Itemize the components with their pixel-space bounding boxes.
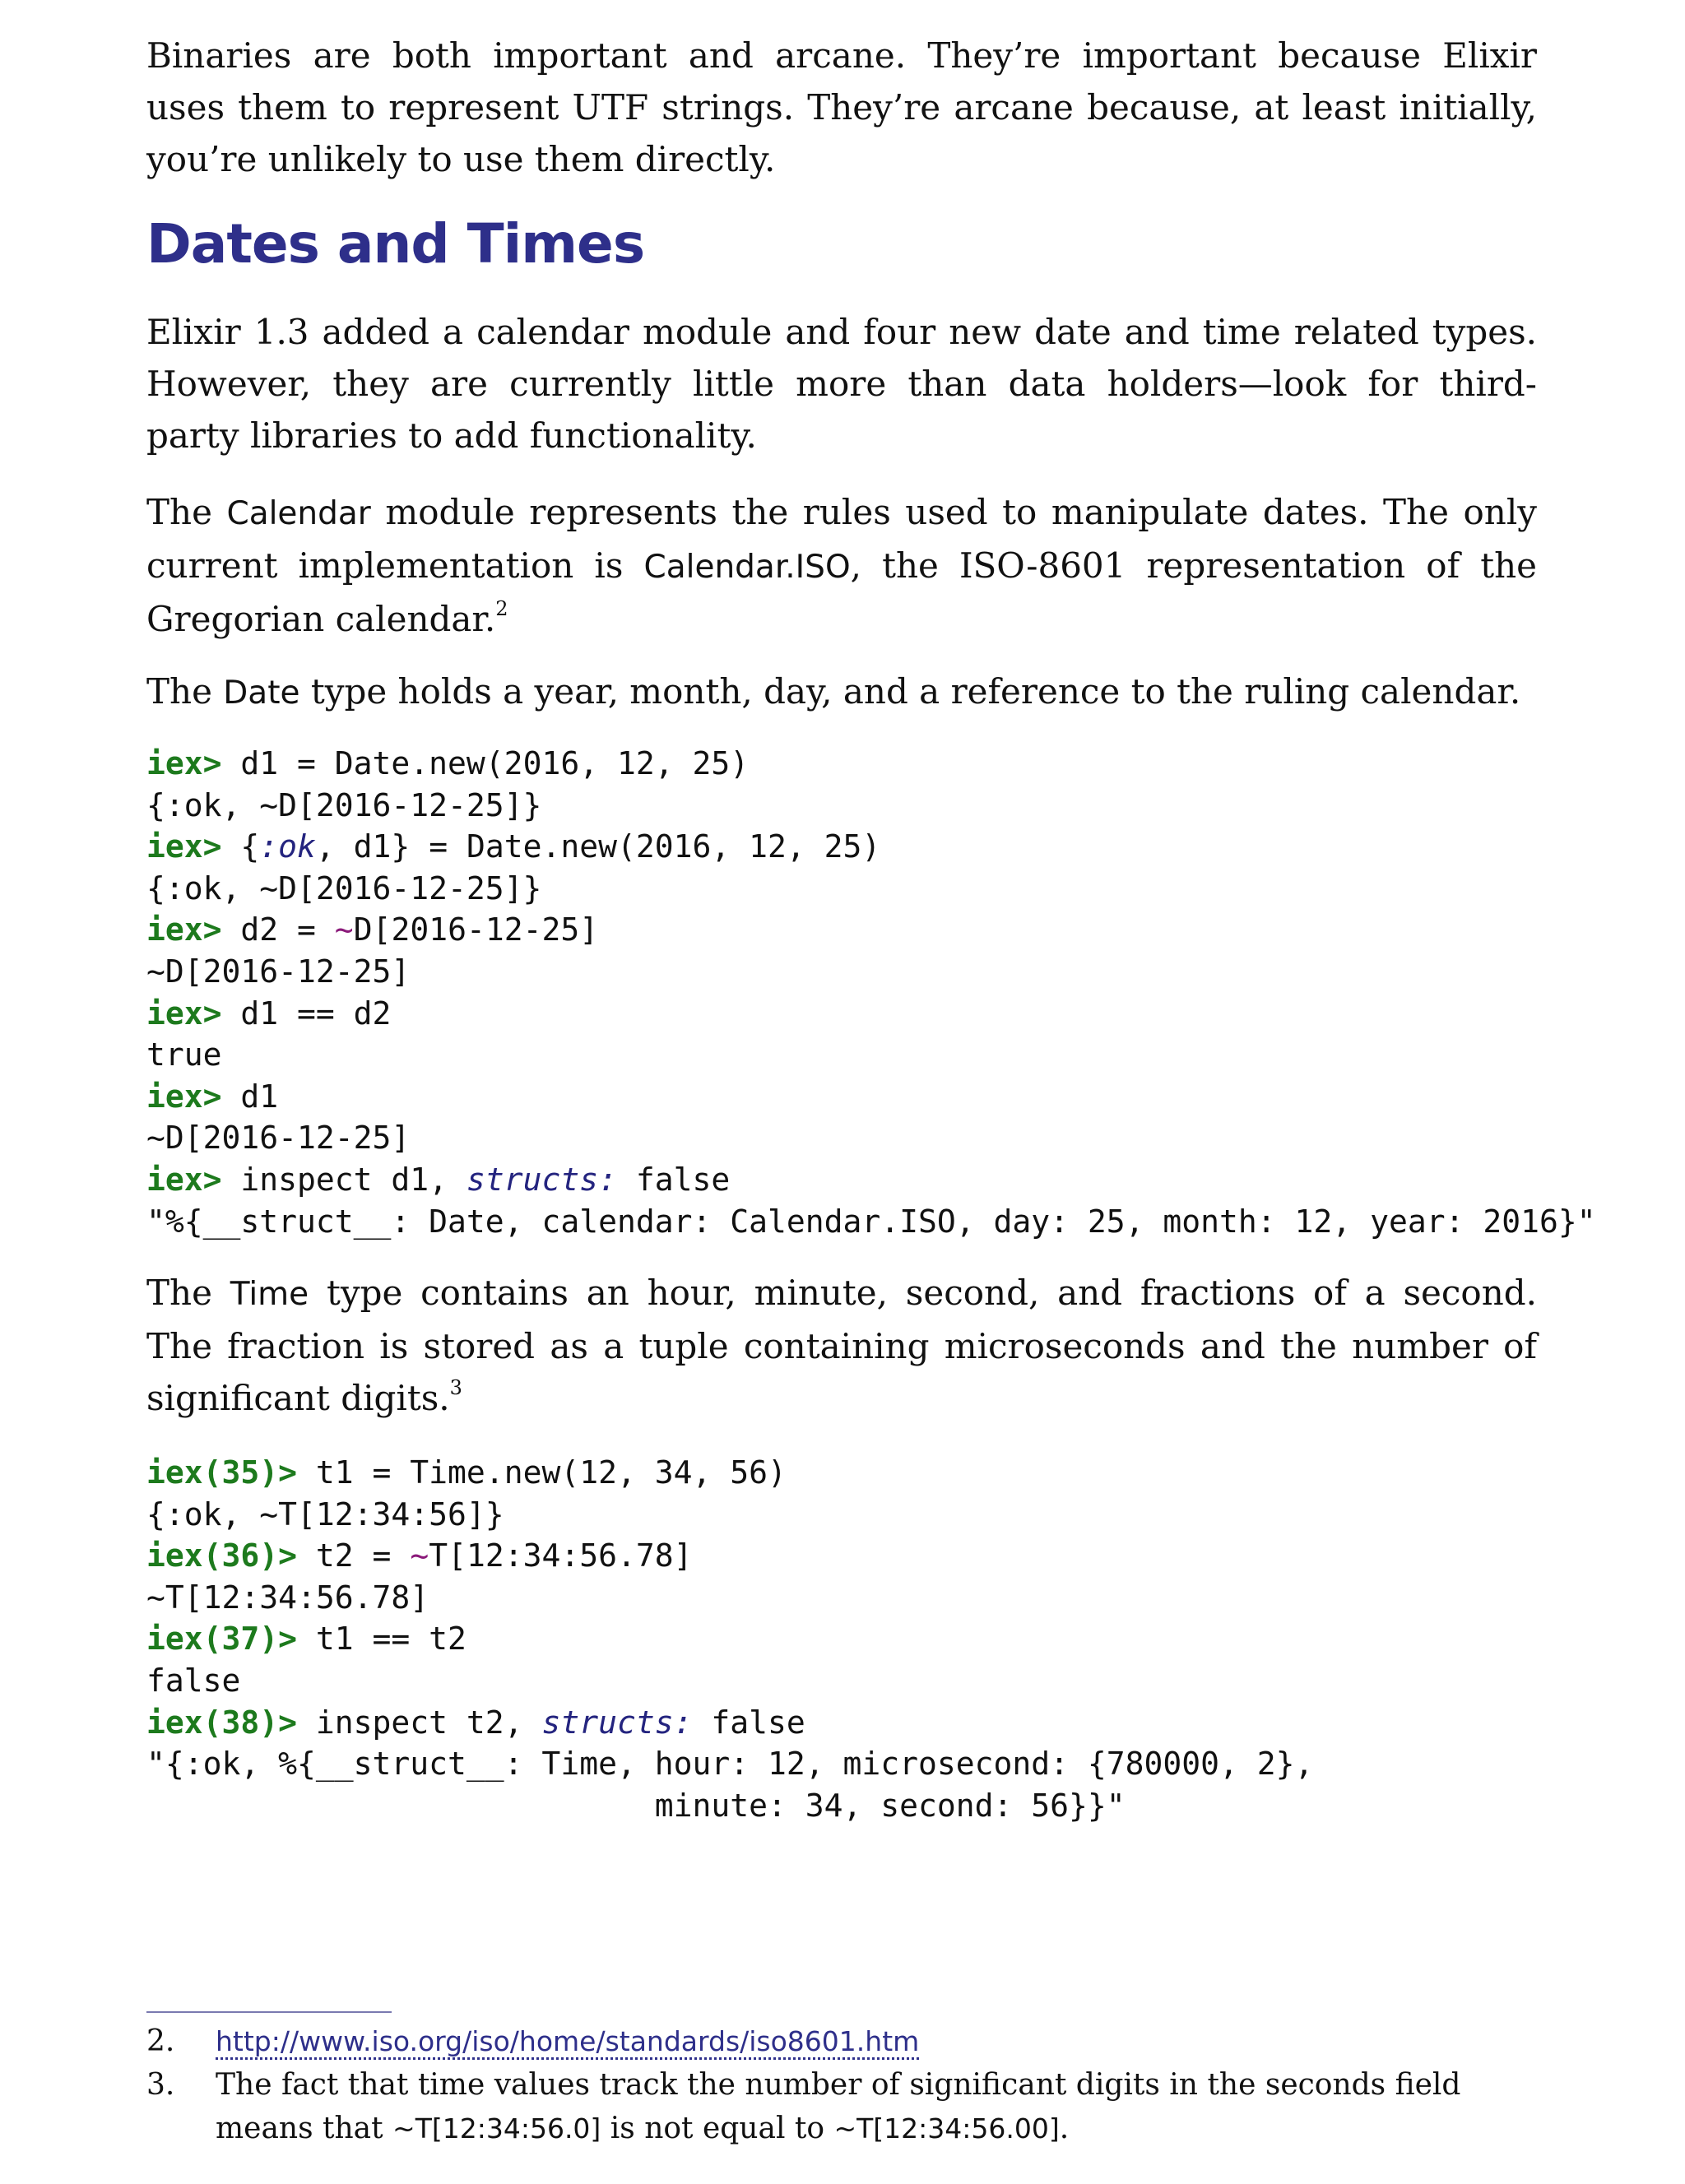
code-line: minute: 34, second: 56}}"	[146, 1787, 1126, 1824]
code-text: inspect t2,	[297, 1704, 542, 1741]
iex-prompt: iex>	[146, 745, 222, 781]
inline-code: ~T[12:34:56.0]	[392, 2112, 601, 2145]
code-text: d1 = Date.new(2016, 12, 25)	[221, 745, 750, 781]
code-line: true	[146, 1036, 222, 1073]
paragraph-line	[146, 486, 1537, 540]
section-heading: Dates and Times	[146, 212, 645, 276]
inline-code: ~T[12:34:56.00]	[833, 2112, 1060, 2145]
text: , the ISO-8601 representation of the	[850, 545, 1538, 586]
footnote-divider	[146, 2011, 392, 2013]
code-line: "{:ok, %{__struct__: Time, hour: 12, microsecond: {780000, 2},	[146, 1746, 1314, 1783]
iex-prompt: iex(35)>	[146, 1454, 298, 1491]
code-text: d1	[221, 1078, 279, 1115]
code-text: false	[616, 1161, 731, 1198]
time-type-paragraph	[146, 1267, 1537, 1424]
atom-token: :ok	[259, 828, 316, 865]
code-text: inspect d1,	[221, 1161, 467, 1198]
code-text: d1 == d2	[221, 995, 392, 1032]
code-line	[146, 1076, 1596, 1118]
iex-prompt: iex>	[146, 911, 222, 948]
iex-prompt: iex(37)>	[146, 1621, 298, 1658]
code-line	[146, 1452, 1313, 1494]
date-type-paragraph	[146, 665, 1537, 719]
iex-prompt: iex>	[146, 828, 222, 865]
calendar-module-paragraph	[146, 486, 1537, 645]
code-line	[146, 1159, 1596, 1201]
iex-prompt: iex>	[146, 995, 222, 1032]
atom-token: structs:	[466, 1161, 617, 1198]
paragraph-line	[146, 1267, 1537, 1320]
code-line: "%{__struct__: Date, calendar: Calendar.ISO, day: 25, month: 12, year: 2016}"	[146, 1203, 1596, 1240]
iex-prompt: iex>	[146, 1078, 222, 1115]
code-line	[146, 826, 1596, 868]
date-code-block	[146, 743, 1596, 1242]
inline-code: Date	[223, 675, 300, 712]
iex-prompt: iex(36)>	[146, 1537, 298, 1574]
text: The	[146, 671, 224, 712]
code-text: {	[221, 828, 260, 865]
paragraph-line	[146, 1372, 1537, 1424]
text: Gregorian calendar.	[146, 599, 496, 639]
code-text: t2 =	[297, 1537, 411, 1574]
time-code-block	[146, 1452, 1313, 1826]
footnote-link[interactable]: http://www.iso.org/iso/home/standards/iso8601.htm	[216, 2025, 919, 2060]
footnote-body	[216, 2063, 1537, 2150]
inline-code: Calendar	[226, 495, 371, 532]
inline-code: Calendar.ISO	[643, 549, 851, 586]
code-line: ~T[12:34:56.78]	[146, 1579, 429, 1616]
code-line: ~D[2016-12-25]	[146, 1120, 411, 1157]
code-text: T[12:34:56.78]	[429, 1537, 693, 1574]
code-line	[146, 993, 1596, 1035]
footnote-number: 2.	[146, 2024, 175, 2058]
intro-line: Binaries are both important and arcane. They’re important because Elixir	[146, 35, 1537, 76]
code-line	[146, 1618, 1313, 1660]
code-text: false	[692, 1704, 805, 1741]
code-line	[146, 1535, 1313, 1577]
footnote-number: 3.	[146, 2068, 175, 2102]
intro-line: uses them to represent UTF strings. They’re arcane because, at least initially,	[146, 87, 1537, 128]
code-text: t1 = Time.new(12, 34, 56)	[297, 1454, 787, 1491]
code-line	[146, 1702, 1313, 1744]
text: means that	[216, 2112, 393, 2145]
sigil-token: ~	[410, 1537, 429, 1574]
paragraph-line: The fraction is stored as a tuple containing microseconds and the number of	[146, 1326, 1537, 1366]
paragraph-line	[146, 540, 1537, 593]
iex-prompt: iex>	[146, 1161, 222, 1198]
intro-line: you’re unlikely to use them directly.	[146, 139, 776, 179]
iex-prompt: iex(38)>	[146, 1704, 298, 1741]
text: is not equal to	[601, 2112, 834, 2145]
text: type holds a year, month, day, and a reference to the ruling calendar.	[299, 671, 1521, 712]
text: module represents the rules used to manipulate dates. The only	[370, 492, 1537, 532]
footnote-ref[interactable]: 3	[449, 1376, 462, 1399]
code-line: {:ok, ~D[2016-12-25]}	[146, 786, 542, 823]
code-text: D[2016-12-25]	[353, 911, 599, 948]
code-line: ~D[2016-12-25]	[146, 953, 411, 990]
code-text: d2 =	[221, 911, 335, 948]
footnote-ref[interactable]: 2	[495, 597, 508, 620]
code-line: {:ok, ~D[2016-12-25]}	[146, 869, 542, 907]
code-line	[146, 909, 1596, 951]
code-line: false	[146, 1662, 241, 1699]
text: significant digits.	[146, 1378, 450, 1418]
text: The	[146, 492, 227, 532]
code-text: t1 == t2	[297, 1621, 467, 1658]
calendar-intro-paragraph	[146, 306, 1537, 461]
code-line	[146, 743, 1596, 785]
text: The	[146, 1273, 230, 1313]
text: .	[1059, 2112, 1070, 2145]
footnote-line: The fact that time values track the number of significant digits in the seconds field	[216, 2068, 1461, 2102]
paragraph-line: However, they are currently little more than data holders—look for third-	[146, 364, 1537, 404]
code-text: , d1} = Date.new(2016, 12, 25)	[315, 828, 881, 865]
footnote-body	[216, 2019, 1537, 2063]
paragraph-line: party libraries to add functionality.	[146, 415, 757, 456]
atom-token: structs:	[541, 1704, 693, 1741]
paragraph-line	[146, 593, 1537, 645]
footnote-line	[216, 2107, 1537, 2150]
text: current implementation is	[146, 545, 644, 586]
inline-code: Time	[230, 1276, 309, 1313]
intro-paragraph	[146, 30, 1537, 185]
paragraph-line: Elixir 1.3 added a calendar module and four new date and time related types.	[146, 312, 1537, 352]
sigil-token: ~	[334, 911, 354, 948]
paragraph-line	[146, 665, 1537, 719]
code-line: {:ok, ~T[12:34:56]}	[146, 1495, 504, 1533]
text: type contains an hour, minute, second, and fractions of a second.	[309, 1273, 1537, 1313]
